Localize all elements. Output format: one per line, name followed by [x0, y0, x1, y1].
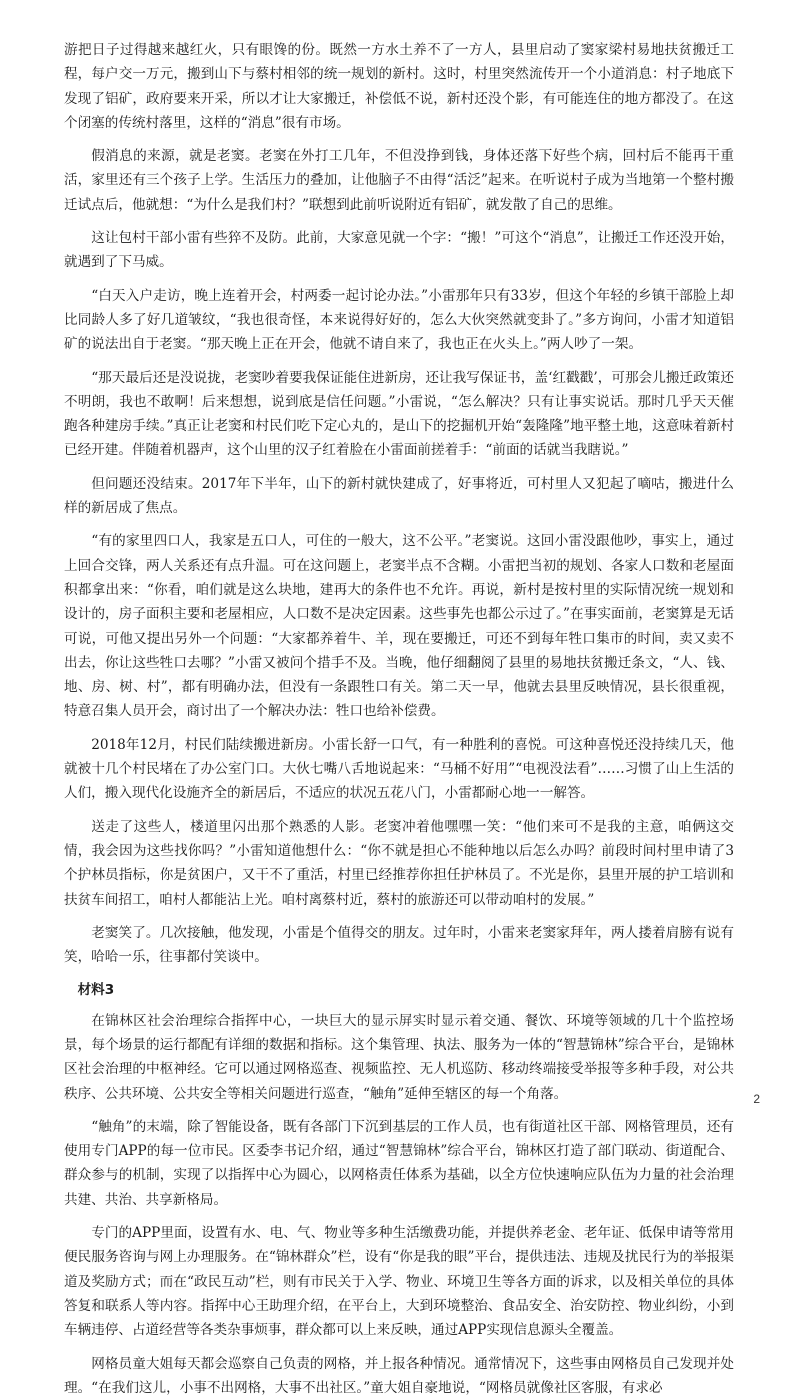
- paragraph: 送走了这些人，楼道里闪出那个熟悉的人影。老窦冲着他嘿嘿一笑：“他们来可不是我的主意，咱俩这交情，我会因为这些找你吗？”小雷知道他想什么：“你不就是担心不能种地以后怎么办吗？前段时间村里申请了3个护林员指标，你是贫困户，又干不了重活，村里已经推荐你担任护林员了。不光是你，县里开展的护工培训和扶贫车间招工，咱村人都能沾上光。咱村离蔡村近，蔡村的旅游还可以带动咱村的发展。”: [64, 818, 734, 908]
- paragraph: “有的家里四口人，我家是五口人，可住的一般大，这不公平。”老窦说。这回小雷没跟他吵，事实上，通过上回合交锋，两人关系还有点升温。可在这问题上，老窦半点不含糊。小雷把当初的规划、各家人口数和老屋面积都拿出来：“你看，咱们就是这么块地，建再大的条件也不允许。再说，新村是按村里的实际情况统一规划和设计的，房子面积主要和老屋相应，人口数不是决定因素。这些事先也都公示过了。”在事实面前，老窦算是无话可说，可他又提出另外一个问题：“大家都养着牛、羊，现在要搬迁，可还不到每年牲口集市的时间，卖又卖不出去，你让这些牲口去哪？”小雷又被问个措手不及。当晚，他仔细翻阅了县里的易地扶贫搬迁条文，“人、钱、地、房、树、村”，都有明确办法，但没有一条跟牲口有关。第二天一早，他就去县里反映情况，县长很重视，特意召集人员开会，商讨出了一个解决办法：牲口也给补偿费。: [64, 533, 734, 720]
- paragraph: “那天最后还是没说拢，老窦吵着要我保证能住进新房，还让我写保证书，盖‘红戳戳’，可那会儿搬迁政策还不明朗，我也不敢啊！后来想想，说到底是信任问题。”小雷说，“怎么解决？只有让事实说话。那时几乎天天催跑各种建房手续。”真正让老窦和村民们吃下定心丸的，是山下的挖掘机开始“轰隆隆”地平整土地，这意味着新村已经开建。伴随着机器声，这个山里的汉子红着脸在小雷面前搓着手：“前面的话就当我瞎说。”: [64, 369, 734, 459]
- paragraph: 但问题还没结束。2017年下半年，山下的新村就快建成了，好事将近，可村里人又犯起了嘀咕，搬进什么样的新居成了焦点。: [64, 475, 734, 517]
- paragraph: 2018年12月，村民们陆续搬进新房。小雷长舒一口气，有一种胜利的喜悦。可这种喜悦还没持续几天，他就被十几个村民堵在了办公室门口。大伙七嘴八舌地说起来：“马桶不好用”“电视没法看”……习惯了山上生活的人们，搬入现代化设施齐全的新居后，不适应的状况五花八门，小雷都耐心地一一解答。: [64, 736, 734, 802]
- material-section: [64, 1009, 734, 1400]
- story-section: [64, 38, 734, 969]
- paragraph: “触角”的末端，除了智能设备，既有各部门下沉到基层的工作人员，也有街道社区干部、网格管理员，还有使用专门APP的每一位市民。区委李书记介绍，通过“智慧锦林”综合平台，锦林区打造了部门联动、街道配合、群众参与的机制，实现了以指挥中心为圆心，以网格责任体系为基础，以全方位快速响应队伍为力量的社会治理共建、共治、共享新格局。: [64, 1118, 734, 1208]
- paragraph: 在锦林区社会治理综合指挥中心，一块巨大的显示屏实时显示着交通、餐饮、环境等领域的几十个监控场景，每个场景的运行都配有详细的数据和指标。这个集管理、执法、服务为一体的“智慧锦林”综合平台，是锦林区社会治理的中枢神经。它可以通过网格巡查、视频监控、无人机巡防、移动终端接受举报等多种手段，对公共秩序、公共环境、公共安全等相关问题进行巡查，“触角”延伸至辖区的每一个角落。: [64, 1012, 734, 1102]
- paragraph: 这让包村干部小雷有些猝不及防。此前，大家意见就一个字：“搬！”可这个“消息”，让搬迁工作还没开始，就遇到了下马威。: [64, 230, 734, 271]
- page-number: 2: [753, 1092, 760, 1106]
- paragraph: 假消息的来源，就是老窦。老窦在外打工几年，不但没挣到钱，身体还落下好些个病，回村后不能再干重活，家里还有三个孩子上学。生活压力的叠加，让他脑子不由得“活泛”起来。在听说村子成为当地第一个整村搬迁试点后，他就想：“为什么是我们村？”联想到此前听说附近有铝矿，就发散了自己的思维。: [64, 148, 734, 213]
- paragraph: 专门的APP里面，设置有水、电、气、物业等多种生活缴费功能，并提供养老金、老年证、低保申请等常用便民服务咨询与网上办理服务。在“锦林群众”栏，设有“你是我的眼”平台，提供违法、违规及扰民行为的举报渠道及奖励方式；而在“政民互动”栏，则有市民关于入学、物业、环境卫生等各方面的诉求，以及相关单位的具体答复和联系人等内容。指挥中心王助理介绍，在平台上，大到环境整治、食品安全、治安防控、物业纠纷，小到车辆违停、占道经营等各类杂事烦事，群众都可以上来反映，通过APP实现信息源头全覆盖。: [64, 1225, 734, 1339]
- paragraph: “白天入户走访，晚上连着开会，村两委一起讨论办法。”小雷那年只有33岁，但这个年轻的乡镇干部脸上却比同龄人多了好几道皱纹，“我也很奇怪，本来说得好好的，怎么大伙突然就变卦了。”多方询问，小雷才知道铝矿的说法出自于老窦。“那天晚上正在开会，他就不请自来了，我也正在火头上。”两人吵了一架。: [64, 287, 734, 353]
- paragraph: 游把日子过得越来越红火，只有眼馋的份。既然一方水土养不了一方人，县里启动了窦家梁村易地扶贫搬迁工程，每户交一万元，搬到山下与蔡村相邻的统一规划的新村。这时，村里突然流传开一个小道消息：村子地底下发现了铝矿，政府要来开采，所以才让大家搬迁，补偿低不说，新村还没个影，有可能连住的地方都没了。在这个闭塞的传统村落里，这样的“消息”很有市场。: [64, 42, 734, 131]
- section-heading: 材料3: [77, 982, 115, 999]
- paragraph: 老窦笑了。几次接触，他发现，小雷是个值得交的朋友。过年时，小雷来老窦家拜年，两人搂着肩膀有说有笑，哈哈一乐，往事都付笑谈中。: [64, 924, 734, 966]
- paragraph: 网格员童大姐每天都会巡察自己负责的网格，并上报各种情况。通常情况下，这些事由网格员自己发现并处理。“在我们这儿，小事不出网格，大事不出社区。”童大姐自豪地说，“网格员就像社区客服，有求必: [64, 1355, 734, 1396]
